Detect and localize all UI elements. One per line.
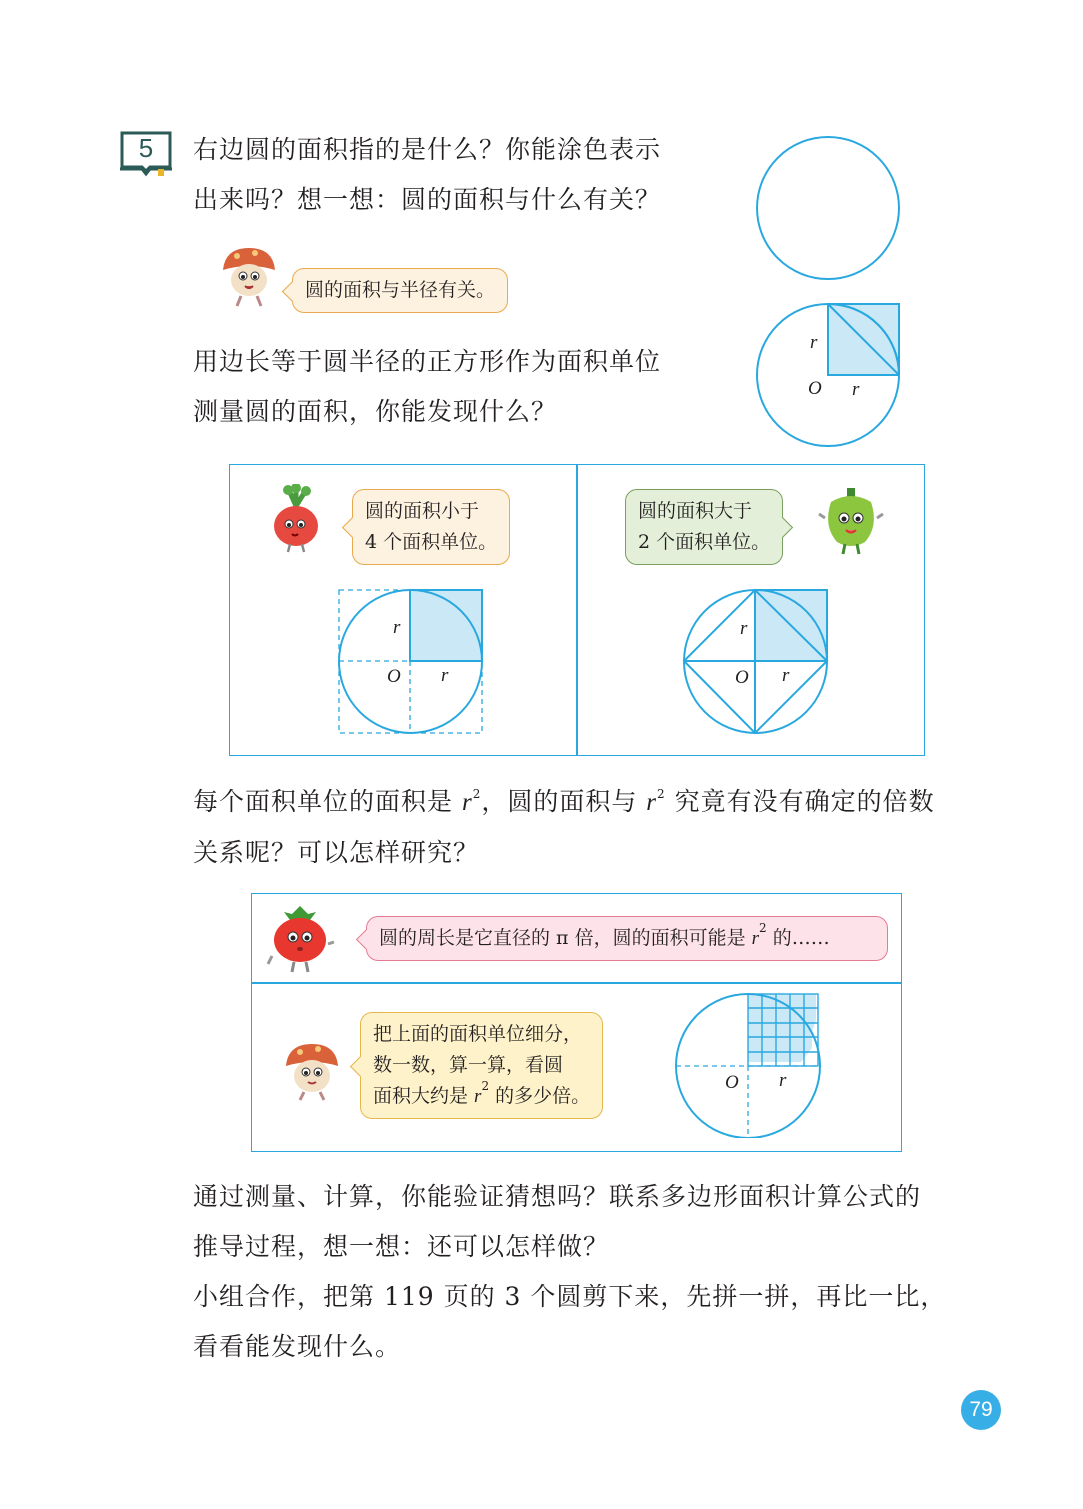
panel-divider <box>576 464 578 756</box>
question-part: 究竟有没有确定的倍数 <box>665 787 935 816</box>
question-line-1 <box>193 777 935 828</box>
closing-line-4: 看看能发现什么。 <box>193 1332 402 1361</box>
problem-text <box>193 125 661 225</box>
r-symbol: r <box>751 928 760 949</box>
research-box-divider <box>251 982 902 984</box>
left-bubble-line-1: 圆的面积小于 <box>365 500 480 522</box>
superscript-2: 2 <box>657 787 666 801</box>
radius-label: r <box>782 665 790 686</box>
center-label: O <box>735 667 749 688</box>
question-part: 每个面积单位的面积是 <box>193 787 462 816</box>
closing-line-2: 推导过程，想一想：还可以怎样做？ <box>193 1232 610 1261</box>
circle-diagram-unit-square <box>752 302 904 452</box>
mushroom-bubble-2-line-3 <box>373 1081 590 1112</box>
tomato-bubble-part: 圆的周长是它直径的 π 倍，圆的面积可能是 <box>379 927 752 949</box>
closing-line-3: 小组合作，把第 119 页的 3 个圆剪下来，先拼一拼，再比一比， <box>193 1282 947 1311</box>
radius-label: r <box>810 332 818 353</box>
inscribed-square-diagram <box>680 586 832 736</box>
r-symbol: r <box>461 789 473 816</box>
question-text <box>193 777 935 878</box>
center-label: O <box>387 666 401 687</box>
superscript-2: 2 <box>472 787 482 801</box>
radish-character-icon <box>266 484 326 554</box>
radius-label: r <box>740 618 748 639</box>
radius-label: r <box>852 379 860 400</box>
radius-label: r <box>441 665 449 686</box>
mushroom-bubble-2-line-1: 把上面的面积单位细分， <box>373 1023 583 1045</box>
circle-in-square-diagram <box>335 586 487 736</box>
measure-line-1: 用边长等于圆半径的正方形作为面积单位 <box>193 347 662 376</box>
tomato-character-icon <box>264 904 336 974</box>
r-symbol: r <box>474 1086 482 1107</box>
problem-number-badge <box>118 129 174 177</box>
center-label: O <box>808 378 822 399</box>
center-label: O <box>725 1072 739 1093</box>
mushroom-speech-bubble-1 <box>292 268 508 313</box>
closing-text <box>193 1172 946 1372</box>
tomato-bubble-part: 的…… <box>766 927 830 949</box>
measure-text <box>193 337 661 437</box>
mushroom-character-icon <box>282 1040 342 1102</box>
tomato-speech-bubble <box>366 916 888 961</box>
right-bubble-line-1: 圆的面积大于 <box>638 500 753 522</box>
radius-label: r <box>779 1070 787 1091</box>
superscript-2: 2 <box>481 1079 490 1093</box>
problem-number: 5 <box>138 133 154 163</box>
mushroom-character-icon <box>219 244 279 308</box>
mushroom-speech-bubble-2 <box>360 1012 603 1119</box>
tomato-bubble-text <box>379 923 875 954</box>
mushroom-bubble-part: 面积大约是 <box>373 1085 475 1107</box>
measure-line-2: 测量圆的面积，你能发现什么？ <box>193 397 558 426</box>
circle-diagram-plain <box>752 132 904 284</box>
grid-subdivision-diagram <box>673 992 825 1138</box>
problem-line-1: 右边圆的面积指的是什么？你能涂色表示 <box>193 135 662 164</box>
question-part: ，圆的面积与 <box>481 787 647 816</box>
mushroom-bubble-1-text: 圆的面积与半径有关。 <box>305 279 496 301</box>
r-symbol: r <box>646 789 658 816</box>
question-line-2: 关系呢？可以怎样研究？ <box>193 838 480 867</box>
right-panel-speech-bubble <box>625 489 783 565</box>
mushroom-bubble-part: 的多少倍。 <box>489 1085 591 1107</box>
pepper-character-icon <box>815 486 887 556</box>
radius-label: r <box>393 617 401 638</box>
mushroom-bubble-2-line-2: 数一数，算一算，看圆 <box>373 1054 564 1076</box>
closing-line-1: 通过测量、计算，你能验证猜想吗？联系多边形面积计算公式的 <box>193 1182 922 1211</box>
problem-line-2: 出来吗？想一想：圆的面积与什么有关？ <box>193 185 662 214</box>
superscript-2: 2 <box>759 921 767 935</box>
left-panel-speech-bubble <box>352 489 510 565</box>
page-number: 79 <box>961 1390 1001 1430</box>
left-bubble-line-2: 4 个面积单位。 <box>365 531 498 553</box>
right-bubble-line-2: 2 个面积单位。 <box>638 531 771 553</box>
